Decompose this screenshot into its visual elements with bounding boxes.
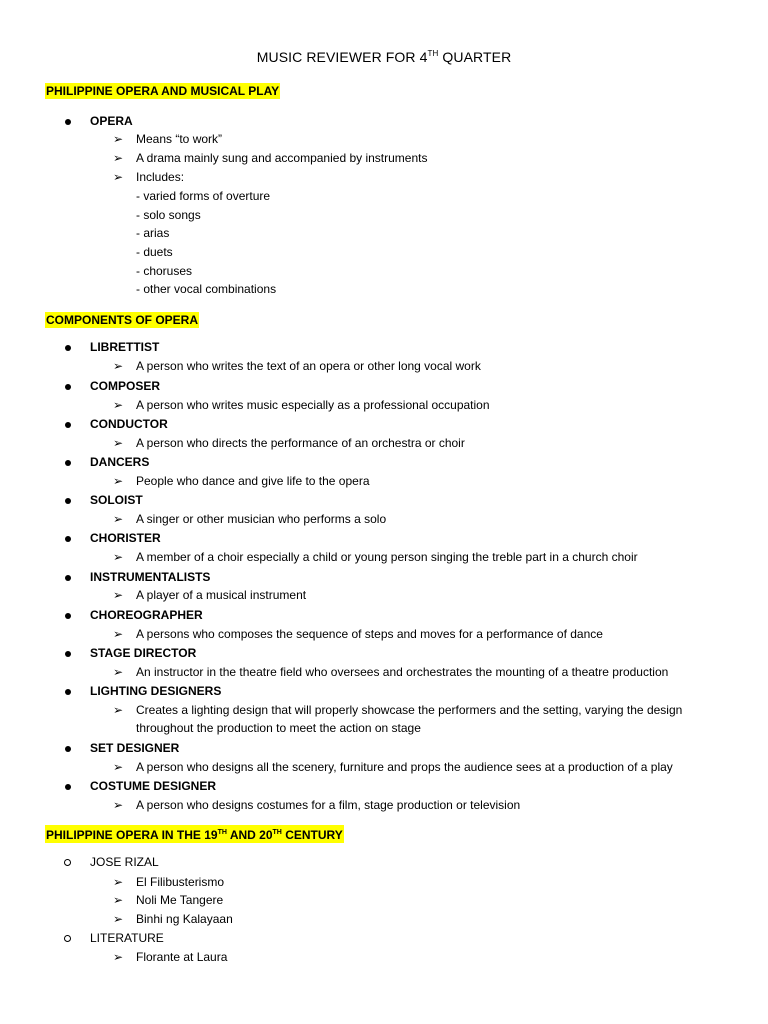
heading-part: PHILIPPINE OPERA IN THE 19 (46, 828, 218, 842)
section-heading-components: COMPONENTS OF OPERA (46, 313, 199, 327)
arrowhead-icon: ➢ (113, 665, 124, 679)
bullet-dot-icon (65, 784, 71, 790)
arrowhead-icon: ➢ (113, 132, 124, 146)
arrowhead-icon: ➢ (113, 798, 124, 812)
bullet-dot-icon (65, 498, 71, 504)
title-end: QUARTER (438, 49, 512, 65)
bullet-dot-icon (65, 613, 71, 619)
term-choreographer: CHOREOGRAPHER (90, 608, 203, 622)
definition-continued: throughout the production to meet the action on stage (136, 721, 421, 735)
definition: People who dance and give life to the opera (136, 474, 370, 488)
bullet-dot-icon (65, 119, 71, 125)
definition: A player of a musical instrument (136, 588, 307, 602)
term-instrumentalists: INSTRUMENTALISTS (90, 570, 211, 584)
term-costume-designer: COSTUME DESIGNER (90, 779, 217, 793)
definition: An instructor in the theatre field who oversees and orchestrates the mounting of a theatre production (136, 665, 669, 679)
bullet-dot-icon (65, 384, 71, 390)
arrowhead-icon: ➢ (113, 512, 124, 526)
bullet-dot-icon (65, 689, 71, 695)
arrowhead-icon: ➢ (113, 627, 124, 641)
include-item: - arias (136, 226, 170, 240)
definition: A person who directs the performance of an orchestra or choir (136, 436, 465, 450)
definition: A person who writes music especially as a professional occupation (136, 398, 490, 412)
page-title (0, 49, 768, 65)
arrowhead-icon: ➢ (113, 588, 124, 602)
rizal-work: Noli Me Tangere (136, 893, 224, 907)
definition: A member of a choir especially a child or young person singing the treble part in a church choir (136, 550, 638, 564)
heading-part: AND 20 (226, 828, 273, 842)
section-heading-19th-20th-century (45, 825, 344, 843)
arrowhead-icon: ➢ (113, 703, 124, 717)
include-item: - solo songs (136, 208, 201, 222)
bullet-dot-icon (65, 746, 71, 752)
term-set-designer: SET DESIGNER (90, 741, 180, 755)
rizal-work: El Filibusterismo (136, 875, 225, 889)
term-literature: LITERATURE (90, 931, 164, 945)
bullet-dot-icon (65, 422, 71, 428)
term-dancers: DANCERS (90, 455, 150, 469)
arrowhead-icon: ➢ (113, 359, 124, 373)
include-item: - varied forms of overture (136, 189, 271, 203)
include-item: - other vocal combinations (136, 282, 277, 296)
hollow-circle-icon (64, 859, 71, 866)
arrowhead-icon: ➢ (113, 436, 124, 450)
definition: A person who designs all the scenery, furniture and props the audience sees at a production of a play (136, 760, 673, 774)
literature-work: Florante at Laura (136, 950, 228, 964)
title-main: MUSIC REVIEWER FOR 4 (256, 49, 428, 65)
arrowhead-icon: ➢ (113, 912, 124, 926)
title-superscript: TH (427, 49, 439, 58)
term-lighting-designers: LIGHTING DESIGNERS (90, 684, 222, 698)
arrowhead-icon: ➢ (113, 398, 124, 412)
term-stage-director: STAGE DIRECTOR (90, 646, 197, 660)
opera-includes-label: Includes: (136, 170, 185, 184)
heading-superscript: TH (272, 829, 282, 836)
definition: A persons who composes the sequence of steps and moves for a performance of dance (136, 627, 603, 641)
term-librettist: LIBRETTIST (90, 340, 160, 354)
arrowhead-icon: ➢ (113, 760, 124, 774)
definition: A person who designs costumes for a film, stage production or television (136, 798, 521, 812)
heading-superscript: TH (217, 829, 227, 836)
term-conductor: CONDUCTOR (90, 417, 168, 431)
term-jose-rizal: JOSE RIZAL (90, 855, 159, 869)
bullet-dot-icon (65, 345, 71, 351)
term-soloist: SOLOIST (90, 493, 143, 507)
definition: A singer or other musician who performs a solo (136, 512, 387, 526)
bullet-dot-icon (65, 575, 71, 581)
rizal-work: Binhi ng Kalayaan (136, 912, 233, 926)
opera-means: Means “to work” (136, 132, 223, 146)
arrowhead-icon: ➢ (113, 950, 124, 964)
include-item: - choruses (136, 264, 193, 278)
arrowhead-icon: ➢ (113, 151, 124, 165)
include-item: - duets (136, 245, 173, 259)
opera-drama: A drama mainly sung and accompanied by instruments (136, 151, 428, 165)
arrowhead-icon: ➢ (113, 875, 124, 889)
arrowhead-icon: ➢ (113, 170, 124, 184)
definition: Creates a lighting design that will properly showcase the performers and the setting, varying the design (136, 703, 683, 717)
bullet-dot-icon (65, 536, 71, 542)
definition: A person who writes the text of an opera or other long vocal work (136, 359, 481, 373)
bullet-dot-icon (65, 651, 71, 657)
arrowhead-icon: ➢ (113, 550, 124, 564)
section-heading-opera-musical-play: PHILIPPINE OPERA AND MUSICAL PLAY (46, 84, 280, 98)
term-opera: OPERA (90, 114, 133, 128)
hollow-circle-icon (64, 935, 71, 942)
heading-part: CENTURY (281, 828, 343, 842)
arrowhead-icon: ➢ (113, 474, 124, 488)
term-chorister: CHORISTER (90, 531, 161, 545)
bullet-dot-icon (65, 460, 71, 466)
arrowhead-icon: ➢ (113, 893, 124, 907)
term-composer: COMPOSER (90, 379, 161, 393)
